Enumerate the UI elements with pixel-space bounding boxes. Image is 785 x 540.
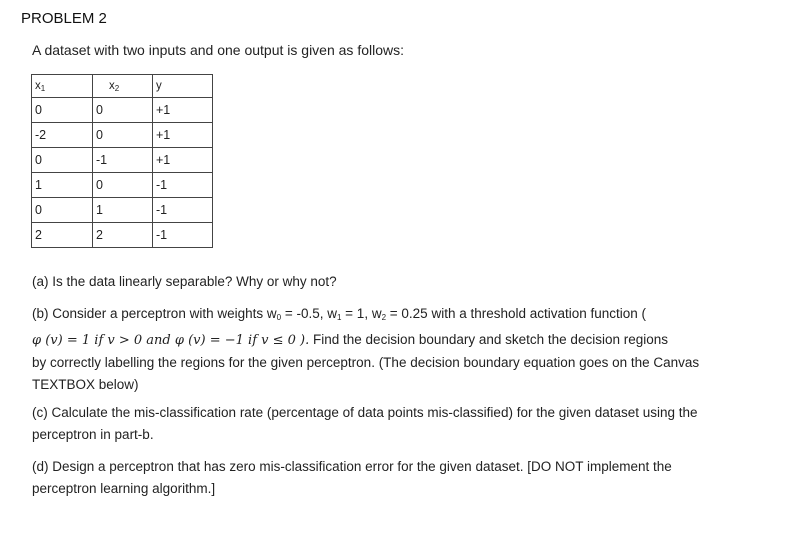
cell-x1: 0 — [32, 148, 93, 173]
intro-text: A dataset with two inputs and one output is given as follows: — [32, 42, 405, 58]
cell-x2: 1 — [93, 198, 153, 223]
cell-y: -1 — [153, 173, 213, 198]
cell-x2: -1 — [93, 148, 153, 173]
cell-y: -1 — [153, 198, 213, 223]
header-y — [153, 75, 213, 98]
part-c-line-1: (c) Calculate the mis-classification rate (percentage of data points mis-classified) for the given dataset using the — [32, 405, 698, 420]
header-x1 — [32, 75, 93, 98]
cell-y: -1 — [153, 223, 213, 248]
problem-title: PROBLEM 2 — [21, 10, 107, 27]
table-row — [32, 223, 213, 248]
part-a-text: (a) Is the data linearly separable? Why or why not? — [32, 274, 337, 289]
table-row — [32, 198, 213, 223]
cell-y: +1 — [153, 148, 213, 173]
cell-x1: 2 — [32, 223, 93, 248]
table-row — [32, 148, 213, 173]
part-b-text — [32, 303, 772, 396]
part-d-text — [32, 456, 772, 500]
part-c-line-2: perceptron in part-b. — [32, 427, 154, 442]
part-c-text — [32, 402, 772, 446]
part-b-lead: (b) Consider a perceptron with weights w — [32, 306, 277, 321]
part-b-line-3: by correctly labelling the regions for the given perceptron. (The decision boundary equation goes on the Canvas — [32, 355, 700, 370]
w2-sub: 2 — [381, 313, 387, 322]
header-x2 — [93, 75, 153, 98]
w1-sub: 1 — [336, 313, 342, 322]
header-x1-sub: 1 — [40, 83, 46, 93]
cell-x1: 1 — [32, 173, 93, 198]
table-header-row — [32, 75, 213, 98]
part-b-line-2-rest: Find the decision boundary and sketch the decision regions — [309, 332, 668, 347]
cell-x1: -2 — [32, 123, 93, 148]
dataset-table — [31, 74, 213, 248]
header-y-base: y — [156, 80, 162, 92]
cell-y: +1 — [153, 98, 213, 123]
part-b-line-2 — [32, 329, 772, 352]
cell-x2: 0 — [93, 98, 153, 123]
cell-x2: 0 — [93, 173, 153, 198]
part-d-line-2: perceptron learning algorithm.] — [32, 481, 216, 496]
activation-function: φ (v) = 1 if v > 0 and φ (v) = −1 if v ≤ 0 ). — [32, 333, 310, 348]
part-d-line-1: (d) Design a perceptron that has zero mis-classification error for the given dataset. [DO NOT implement the — [32, 459, 672, 474]
w1-value: = 1, w — [341, 306, 382, 321]
cell-y: +1 — [153, 123, 213, 148]
cell-x1: 0 — [32, 98, 93, 123]
header-x1-base: x — [35, 79, 41, 92]
cell-x2: 2 — [93, 223, 153, 248]
cell-x1: 0 — [32, 198, 93, 223]
header-x2-base: x — [109, 79, 115, 92]
cell-x2: 0 — [93, 123, 153, 148]
part-b-line-4: TEXTBOX below) — [32, 377, 139, 392]
w0-value: = -0.5, w — [281, 306, 337, 321]
w2-value: = 0.25 with a threshold activation function ( — [386, 306, 647, 321]
w0-sub: 0 — [276, 313, 282, 322]
table-row — [32, 123, 213, 148]
table-row — [32, 98, 213, 123]
header-x2-sub: 2 — [114, 83, 120, 93]
table-row — [32, 173, 213, 198]
part-b-line-1 — [32, 303, 772, 329]
